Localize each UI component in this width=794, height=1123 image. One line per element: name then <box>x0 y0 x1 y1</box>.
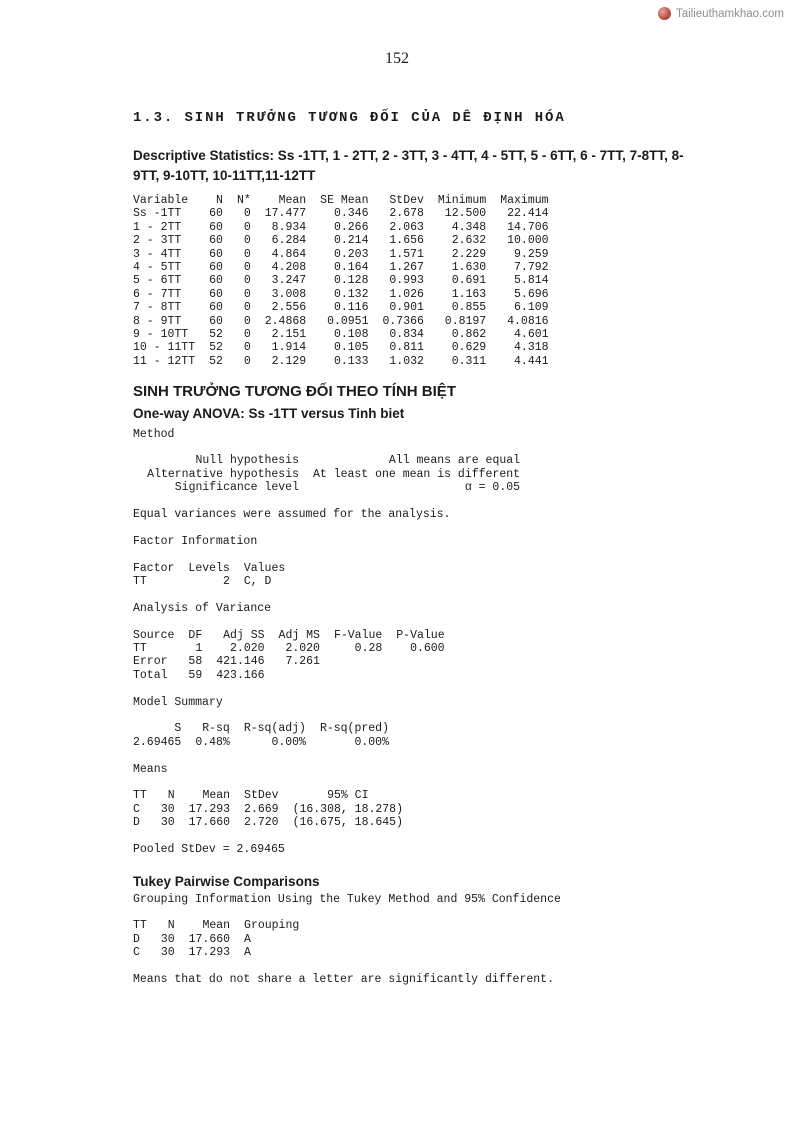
table-cell: 0 <box>243 287 251 301</box>
table-body <box>133 207 549 368</box>
table-cell: 60 <box>209 234 223 248</box>
factor-information-label: Factor Information <box>133 534 258 548</box>
analysis-of-variance-table <box>133 629 445 683</box>
table-cell: 2.69465 <box>133 735 182 749</box>
table-cell: 0.116 <box>333 301 369 315</box>
analysis-of-variance-label: Analysis of Variance <box>133 601 272 615</box>
table-cell: 0.128 <box>333 274 369 288</box>
table-cell: N <box>167 789 175 803</box>
table-header-row <box>133 789 403 802</box>
table-cell: 0.00% <box>271 735 306 749</box>
model-summary-label: Model Summary <box>133 695 223 709</box>
table-row <box>133 575 285 588</box>
table-cell: 12.500 <box>444 207 487 221</box>
table-cell: 0.834 <box>389 328 424 342</box>
table-cell: (16.675, 18.645) <box>292 816 403 830</box>
table-cell: 1 <box>195 642 203 656</box>
table-cell: 17.477 <box>264 207 307 221</box>
table-row <box>133 328 549 341</box>
table-cell <box>320 655 382 668</box>
table-cell: 7.792 <box>514 261 549 275</box>
table-row <box>133 454 520 467</box>
table-cell: 10 - 11TT <box>133 341 196 355</box>
table-cell: 0 <box>243 274 251 288</box>
table-row <box>133 315 549 328</box>
table-cell: 1.032 <box>389 354 424 368</box>
table-cell: Error <box>133 655 168 669</box>
table-cell: Maximum <box>500 194 549 207</box>
table-cell: 4.601 <box>514 328 549 342</box>
table-cell: 2.720 <box>244 816 279 830</box>
table-cell: 0.629 <box>451 341 487 355</box>
table-cell: P-Value <box>396 628 445 642</box>
table-cell: 17.660 <box>188 816 231 830</box>
table-cell: 0.993 <box>389 274 424 288</box>
table-cell: Ss -1TT <box>133 207 182 221</box>
table-cell: 3.008 <box>271 287 307 301</box>
table-cell: Null hypothesis <box>195 454 299 468</box>
table-body <box>133 454 520 494</box>
table-cell: Minimum <box>437 194 487 207</box>
table-cell: 0.346 <box>333 207 369 221</box>
table-cell: 0.28 <box>354 642 383 656</box>
table-cell: 5.814 <box>514 274 549 288</box>
table-cell: 60 <box>209 274 223 288</box>
table-cell: R-sq(adj) <box>243 722 306 736</box>
table-cell: D <box>133 932 140 946</box>
table-cell: R-sq(pred) <box>319 722 389 736</box>
table-cell: S <box>174 722 182 736</box>
table-cell: N <box>167 919 175 933</box>
table-cell: 52 <box>209 341 223 355</box>
table-cell: 1.571 <box>389 247 424 261</box>
table-row <box>133 669 445 682</box>
table-cell: SE Mean <box>320 194 369 207</box>
table-header-row <box>133 562 285 575</box>
tukey-grouping-table <box>133 919 299 959</box>
table-row <box>133 642 445 655</box>
table-cell: 0 <box>243 261 251 275</box>
table-cell: 11 - 12TT <box>133 354 196 368</box>
table-cell: 2.556 <box>271 301 307 315</box>
table-cell: 0.901 <box>389 301 424 315</box>
table-cell: 60 <box>209 301 223 315</box>
means-label: Means <box>133 762 168 776</box>
table-cell: C, D <box>243 575 272 589</box>
method-label: Method <box>133 427 175 441</box>
model-summary-table <box>133 722 389 749</box>
table-row <box>133 248 549 261</box>
table-cell: 0 <box>243 247 251 261</box>
table-cell: 30 <box>160 802 175 816</box>
table-cell <box>265 669 320 682</box>
table-cell: 4.318 <box>514 341 549 355</box>
table-cell: 0.133 <box>333 354 369 368</box>
table-cell: Adj SS <box>223 628 265 642</box>
table-cell: (16.308, 18.278) <box>292 802 403 816</box>
tinh-biet-heading: SINH TRƯỞNG TƯƠNG ĐỐI THEO TÍNH BIỆT <box>133 382 456 400</box>
table-cell: 0.105 <box>333 341 369 355</box>
table-body <box>133 933 299 960</box>
table-row <box>133 655 445 668</box>
table-body <box>133 736 389 749</box>
table-row <box>133 288 549 301</box>
table-cell: 58 <box>188 655 203 669</box>
table-cell: α = 0.05 <box>464 481 521 495</box>
table-cell: StDev <box>244 789 279 803</box>
table-cell: TT <box>133 642 147 656</box>
table-cell: 0 <box>243 314 251 328</box>
table-row <box>133 481 520 494</box>
table-cell: 0.691 <box>451 274 487 288</box>
table-cell: Mean <box>202 789 231 803</box>
table-cell <box>382 669 444 682</box>
table-cell: Alternative hypothesis <box>147 467 299 481</box>
table-cell: Levels <box>188 561 230 575</box>
table-row <box>133 946 299 959</box>
table-cell: Total <box>133 668 168 682</box>
table-cell: 0.266 <box>333 220 369 234</box>
table-cell: Mean <box>202 919 231 933</box>
table-cell: A <box>244 932 251 946</box>
table-row <box>133 736 389 749</box>
table-cell: 0.0951 <box>327 314 369 328</box>
tukey-title: Tukey Pairwise Comparisons <box>133 873 320 889</box>
table-cell: 6.109 <box>514 301 549 315</box>
table-cell: 0.108 <box>333 328 369 342</box>
table-cell: 7.261 <box>285 655 320 669</box>
table-cell: Factor <box>133 561 175 575</box>
table-cell: 0.311 <box>451 354 487 368</box>
table-cell: 6 - 7TT <box>133 287 182 301</box>
table-cell: 2.020 <box>230 642 265 656</box>
table-cell: StDev <box>389 194 424 207</box>
table-cell: 9.259 <box>514 247 549 261</box>
table-cell: 3 - 4TT <box>133 247 182 261</box>
factor-information-table <box>133 562 285 589</box>
table-cell: F-Value <box>333 628 383 642</box>
table-cell: 60 <box>209 261 223 275</box>
table-cell: 4.441 <box>514 354 549 368</box>
table-cell <box>320 669 382 682</box>
table-row <box>133 355 549 368</box>
table-cell: 30 <box>160 946 175 960</box>
table-row <box>133 261 549 274</box>
table-cell: A <box>244 946 251 960</box>
table-cell: 1.267 <box>389 261 424 275</box>
table-cell: 52 <box>209 328 223 342</box>
table-cell: 0 <box>243 341 251 355</box>
table-cell: 1.026 <box>389 287 424 301</box>
tukey-subtitle: Grouping Information Using the Tukey Method and 95% Confidence <box>133 892 561 906</box>
table-cell: 10.000 <box>507 234 549 248</box>
table-cell: TT <box>133 575 147 589</box>
table-cell: 2.678 <box>389 207 424 221</box>
table-cell: 0 <box>243 301 251 315</box>
table-cell: DF <box>188 628 203 642</box>
table-cell: 1.163 <box>451 287 487 301</box>
table-cell: 2.020 <box>285 642 320 656</box>
table-cell: 0 <box>243 328 251 342</box>
table-cell: Variable <box>133 194 189 207</box>
descriptive-statistics-table <box>133 194 549 368</box>
pooled-stdev: Pooled StDev = 2.69465 <box>133 843 285 857</box>
table-cell: At least one mean is different <box>313 467 521 481</box>
watermark-link[interactable] <box>658 7 784 20</box>
table-row <box>133 234 549 247</box>
table-cell: 60 <box>209 220 223 234</box>
table-row <box>133 274 549 287</box>
means-table <box>133 789 403 829</box>
table-cell: C <box>133 946 140 960</box>
table-cell: 4.348 <box>451 220 487 234</box>
watermark-logo-icon <box>658 7 671 20</box>
table-cell: 0.855 <box>451 301 487 315</box>
table-cell: 8.934 <box>271 220 307 234</box>
table-cell: 5 - 6TT <box>133 274 182 288</box>
table-cell: TT <box>133 789 147 803</box>
table-cell: 4.208 <box>271 261 307 275</box>
table-row <box>133 933 299 946</box>
table-cell: 0.8197 <box>444 314 487 328</box>
table-cell: 60 <box>209 207 223 221</box>
table-cell: 17.293 <box>188 802 231 816</box>
table-cell: 421.146 <box>216 655 265 669</box>
anova-title: One-way ANOVA: Ss -1TT versus Tinh biet <box>133 405 405 421</box>
table-row <box>133 341 549 354</box>
table-cell: 1 - 2TT <box>133 220 182 234</box>
table-cell: 17.660 <box>188 932 231 946</box>
table-cell: N <box>216 194 223 207</box>
section-heading: 1.3. SINH TRƯỞNG TƯƠNG ĐỐI CỦA DÊ ĐỊNH HÓA <box>133 110 566 126</box>
table-cell: 0.214 <box>333 234 369 248</box>
table-cell: 3.247 <box>271 274 307 288</box>
table-cell: 30 <box>160 816 175 830</box>
table-cell: TT <box>133 919 147 933</box>
table-cell: 9 - 10TT <box>133 328 189 342</box>
table-cell: 60 <box>209 287 223 301</box>
table-cell: Significance level <box>174 481 299 495</box>
table-cell: 2 <box>222 575 230 589</box>
table-row <box>133 803 403 816</box>
table-cell: C <box>133 802 140 816</box>
table-cell: 4.0816 <box>507 314 549 328</box>
table-header-row <box>133 629 445 642</box>
table-cell: 59 <box>188 668 203 682</box>
table-row <box>133 207 549 220</box>
table-cell: 0.00% <box>354 735 389 749</box>
page-content <box>133 110 743 986</box>
table-cell: Source <box>133 628 175 642</box>
table-row <box>133 301 549 314</box>
table-cell: 0.203 <box>333 247 369 261</box>
table-cell: Grouping <box>244 919 300 933</box>
table-cell: 0.811 <box>389 341 424 355</box>
equal-variances-note: Equal variances were assumed for the analysis. <box>133 508 451 522</box>
table-cell: 0.600 <box>410 642 445 656</box>
table-cell: 0.7366 <box>382 314 424 328</box>
table-cell: 2.229 <box>451 247 487 261</box>
table-header-row <box>133 919 299 932</box>
table-cell: 0 <box>243 234 251 248</box>
page-number: 152 <box>385 50 409 67</box>
table-cell: 0.164 <box>333 261 369 275</box>
table-cell: 2.669 <box>244 802 279 816</box>
table-cell: 2.151 <box>271 328 307 342</box>
table-cell: 4.864 <box>271 247 307 261</box>
table-cell: 22.414 <box>507 207 549 221</box>
watermark-text: Tailieuthamkhao.com <box>675 7 784 20</box>
table-cell: Adj MS <box>278 628 320 642</box>
tukey-footnote: Means that do not share a letter are significantly different. <box>133 972 554 986</box>
table-cell: All means are equal <box>388 454 521 468</box>
table-body <box>133 642 445 682</box>
table-cell: 0 <box>243 354 251 368</box>
table-cell: 30 <box>160 932 175 946</box>
table-cell: 0.48% <box>195 735 230 749</box>
table-cell: 1.914 <box>271 341 307 355</box>
table-cell: 60 <box>209 247 223 261</box>
table-cell: R-sq <box>202 722 230 736</box>
table-cell: 0 <box>243 220 251 234</box>
table-cell: Mean <box>278 194 307 207</box>
table-cell: Values <box>243 561 286 575</box>
table-row <box>133 816 403 829</box>
table-body <box>133 803 403 830</box>
table-cell: 7 - 8TT <box>133 301 182 315</box>
table-cell: 2 - 3TT <box>133 234 182 248</box>
table-cell: 2.4868 <box>264 314 307 328</box>
table-header-row <box>133 194 549 207</box>
table-cell: 4 - 5TT <box>133 261 182 275</box>
table-cell: 95% CI <box>327 789 369 803</box>
table-cell: 0.862 <box>451 328 487 342</box>
table-cell: 6.284 <box>271 234 307 248</box>
table-cell: 1.630 <box>451 261 487 275</box>
table-cell: 5.696 <box>514 287 549 301</box>
table-cell: 17.293 <box>188 946 231 960</box>
table-header-row <box>133 722 389 735</box>
table-row <box>133 221 549 234</box>
table-cell: 0.132 <box>333 287 369 301</box>
table-body <box>133 575 285 588</box>
method-table <box>133 454 520 494</box>
table-cell: 8 - 9TT <box>133 314 182 328</box>
table-cell <box>382 655 444 668</box>
table-cell: N* <box>236 194 251 207</box>
descriptive-statistics-title: Descriptive Statistics: Ss -1TT, 1 - 2TT, 2 - 3TT, 3 - 4TT, 4 - 5TT, 5 - 6TT, 6 - 7TT, 7-8TT, 8-9TT, 9-10TT, 10-11TT,11-12TT <box>133 148 684 183</box>
table-cell: 0 <box>243 207 251 221</box>
table-cell: 52 <box>209 354 223 368</box>
table-row <box>133 468 520 481</box>
table-cell: 2.129 <box>271 354 307 368</box>
table-cell: 2.632 <box>451 234 487 248</box>
table-cell: D <box>133 816 140 830</box>
table-cell: 14.706 <box>507 220 549 234</box>
table-cell: 423.166 <box>216 668 265 682</box>
table-cell: 2.063 <box>389 220 424 234</box>
table-cell: 1.656 <box>389 234 424 248</box>
table-cell: 60 <box>209 314 223 328</box>
